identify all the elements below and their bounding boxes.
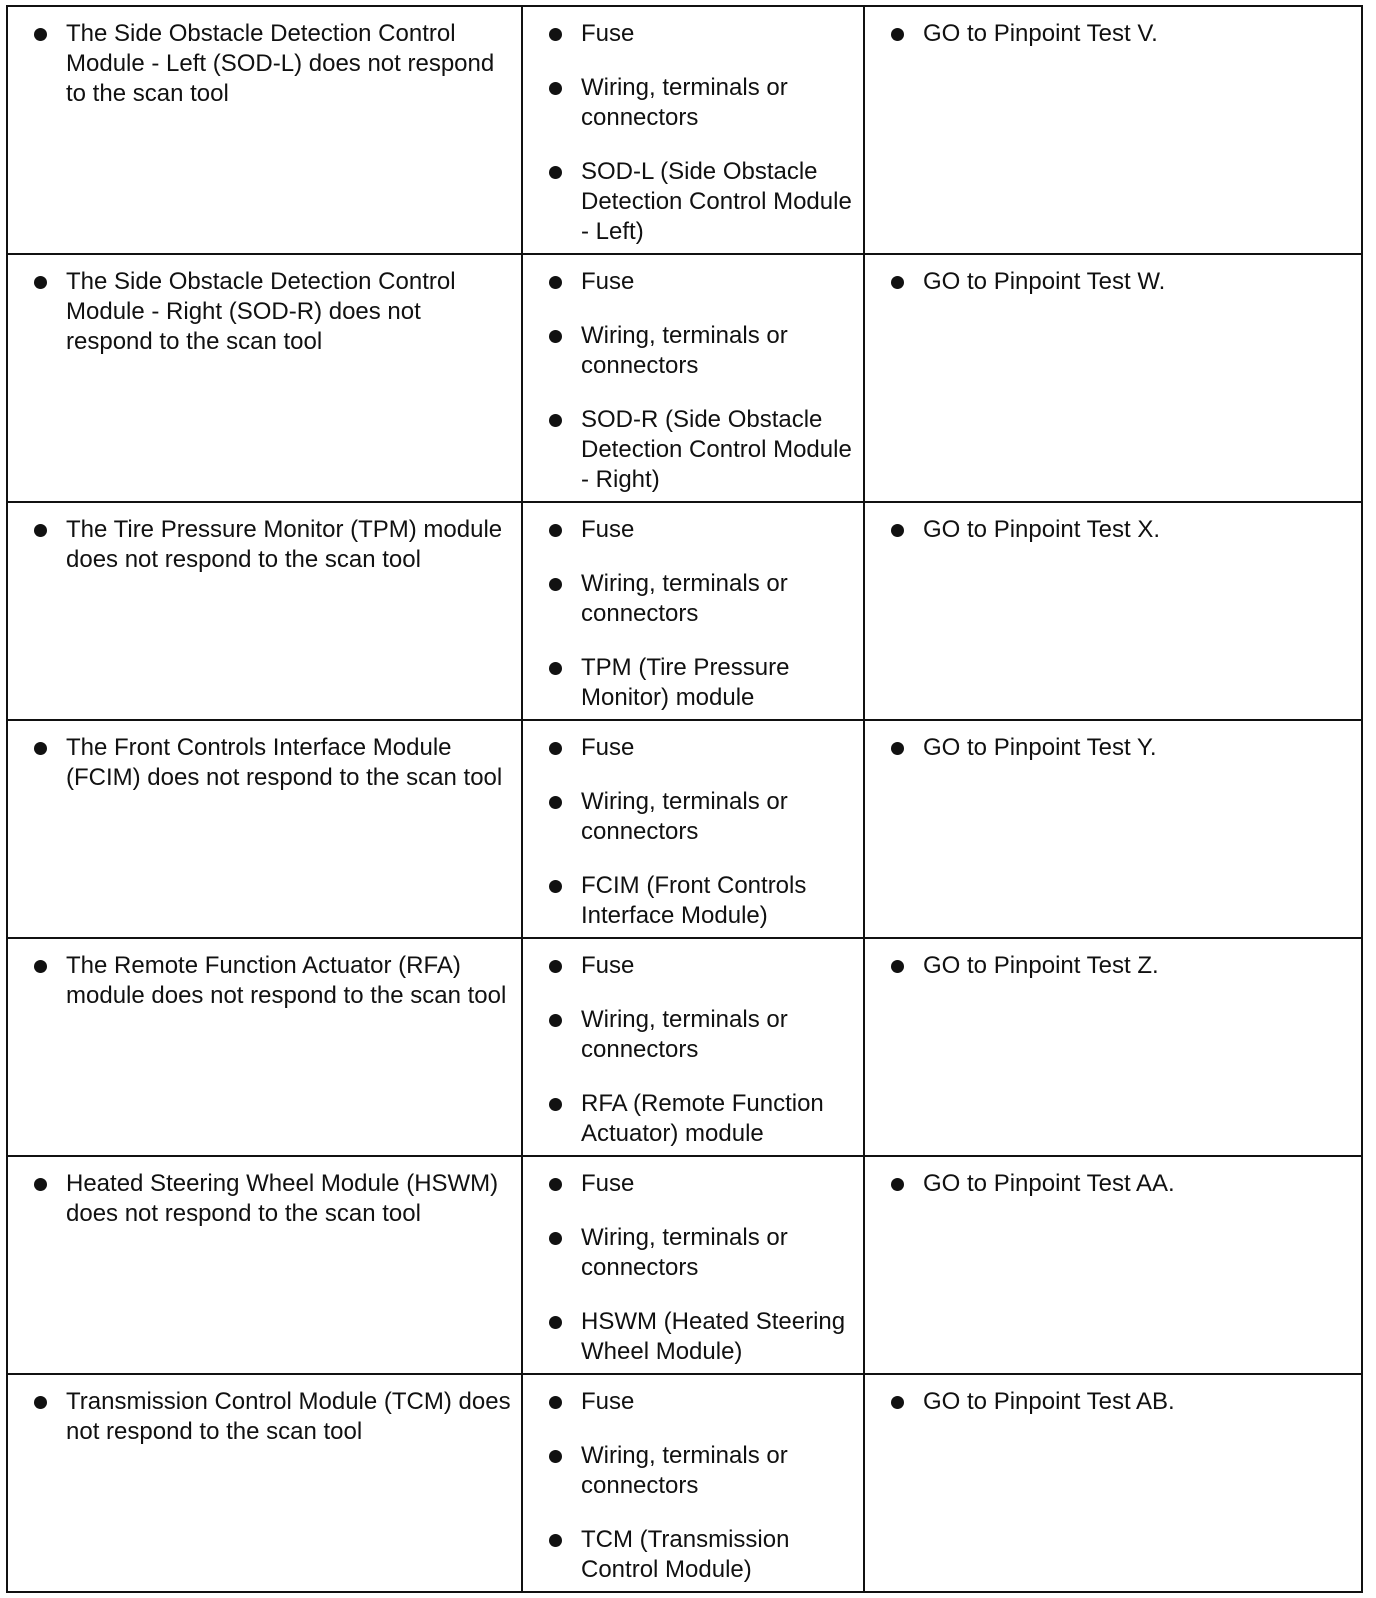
source-text: HSWM (Heated Steering Wheel Module) bbox=[581, 1308, 846, 1365]
action-cell bbox=[864, 254, 1362, 502]
condition-cell bbox=[7, 1156, 522, 1374]
source-text: Fuse bbox=[581, 952, 635, 979]
action-cell bbox=[864, 720, 1362, 938]
bullet-icon bbox=[34, 960, 47, 973]
condition-text: The Remote Function Actuator (RFA) module does not respond to the scan tool bbox=[66, 952, 507, 1009]
source-text: TCM (Transmission Control Module) bbox=[581, 1526, 790, 1583]
source-text: SOD-L (Side Obstacle Detection Control Module - Left) bbox=[581, 158, 852, 245]
bullet-icon bbox=[891, 28, 904, 41]
bullet-icon bbox=[549, 166, 562, 179]
condition-cell bbox=[7, 502, 522, 720]
table-row bbox=[7, 254, 1362, 502]
source-text: Wiring, terminals or connectors bbox=[581, 1442, 788, 1499]
bullet-icon bbox=[549, 276, 562, 289]
table-row bbox=[7, 720, 1362, 938]
possible-source-cell bbox=[522, 502, 864, 720]
source-text: Wiring, terminals or connectors bbox=[581, 570, 788, 627]
table-row bbox=[7, 502, 1362, 720]
source-text: Fuse bbox=[581, 1388, 635, 1415]
action-cell bbox=[864, 1374, 1362, 1592]
condition-cell bbox=[7, 254, 522, 502]
list-item bbox=[547, 1441, 857, 1501]
list-item bbox=[547, 951, 857, 981]
list-item bbox=[32, 951, 511, 1011]
bullet-icon bbox=[549, 578, 562, 591]
source-text: Wiring, terminals or connectors bbox=[581, 1006, 788, 1063]
bullet-icon bbox=[549, 1098, 562, 1111]
source-text: SOD-R (Side Obstacle Detection Control Module - Right) bbox=[581, 406, 852, 493]
bullet-icon bbox=[549, 1014, 562, 1027]
action-text: GO to Pinpoint Test AB. bbox=[923, 1388, 1175, 1415]
bullet-icon bbox=[549, 28, 562, 41]
list-item bbox=[32, 1169, 511, 1229]
list-item bbox=[547, 157, 857, 247]
list-item bbox=[547, 653, 857, 713]
source-text: TPM (Tire Pressure Monitor) module bbox=[581, 654, 790, 711]
bullet-icon bbox=[549, 1316, 562, 1329]
bullet-icon bbox=[549, 662, 562, 675]
list-item bbox=[547, 569, 857, 629]
list-item bbox=[889, 267, 1351, 297]
list-item bbox=[32, 733, 511, 793]
action-text: GO to Pinpoint Test W. bbox=[923, 268, 1166, 295]
list-item bbox=[547, 1005, 857, 1065]
bullet-icon bbox=[891, 960, 904, 973]
source-text: FCIM (Front Controls Interface Module) bbox=[581, 872, 807, 929]
action-text: GO to Pinpoint Test V. bbox=[923, 20, 1158, 47]
condition-text: The Tire Pressure Monitor (TPM) module does not respond to the scan tool bbox=[66, 516, 503, 573]
source-text: Wiring, terminals or connectors bbox=[581, 322, 788, 379]
table-row bbox=[7, 6, 1362, 254]
list-item bbox=[547, 871, 857, 931]
list-item bbox=[889, 1387, 1351, 1417]
source-text: Fuse bbox=[581, 734, 635, 761]
condition-text: Heated Steering Wheel Module (HSWM) does not respond to the scan tool bbox=[66, 1170, 499, 1227]
list-item bbox=[889, 1169, 1351, 1199]
condition-text: Transmission Control Module (TCM) does not respond to the scan tool bbox=[66, 1388, 511, 1445]
possible-source-cell bbox=[522, 254, 864, 502]
bullet-icon bbox=[549, 960, 562, 973]
source-text: Fuse bbox=[581, 268, 635, 295]
condition-text: The Front Controls Interface Module (FCIM) does not respond to the scan tool bbox=[66, 734, 503, 791]
table-row bbox=[7, 1156, 1362, 1374]
list-item bbox=[547, 19, 857, 49]
possible-source-cell bbox=[522, 1374, 864, 1592]
action-cell bbox=[864, 6, 1362, 254]
action-text: GO to Pinpoint Test Z. bbox=[923, 952, 1159, 979]
bullet-icon bbox=[34, 276, 47, 289]
bullet-icon bbox=[891, 1396, 904, 1409]
list-item bbox=[547, 515, 857, 545]
list-item bbox=[32, 1387, 511, 1447]
bullet-icon bbox=[549, 1232, 562, 1245]
list-item bbox=[889, 19, 1351, 49]
list-item bbox=[547, 787, 857, 847]
bullet-icon bbox=[549, 1450, 562, 1463]
list-item bbox=[547, 73, 857, 133]
possible-source-cell bbox=[522, 1156, 864, 1374]
condition-cell bbox=[7, 720, 522, 938]
list-item bbox=[32, 19, 511, 109]
condition-text: The Side Obstacle Detection Control Module - Right (SOD-R) does not respond to the scan tool bbox=[66, 268, 456, 355]
action-cell bbox=[864, 502, 1362, 720]
list-item bbox=[547, 267, 857, 297]
list-item bbox=[889, 733, 1351, 763]
source-text: RFA (Remote Function Actuator) module bbox=[581, 1090, 824, 1147]
list-item bbox=[547, 321, 857, 381]
list-item bbox=[32, 515, 511, 575]
bullet-icon bbox=[34, 1396, 47, 1409]
action-text: GO to Pinpoint Test X. bbox=[923, 516, 1161, 543]
bullet-icon bbox=[549, 1396, 562, 1409]
list-item bbox=[547, 1223, 857, 1283]
list-item bbox=[547, 1089, 857, 1149]
action-cell bbox=[864, 938, 1362, 1156]
action-text: GO to Pinpoint Test Y. bbox=[923, 734, 1157, 761]
bullet-icon bbox=[891, 742, 904, 755]
bullet-icon bbox=[891, 1178, 904, 1191]
table-row bbox=[7, 1374, 1362, 1592]
source-text: Wiring, terminals or connectors bbox=[581, 74, 788, 131]
possible-source-cell bbox=[522, 720, 864, 938]
bullet-icon bbox=[549, 1178, 562, 1191]
bullet-icon bbox=[549, 524, 562, 537]
bullet-icon bbox=[549, 742, 562, 755]
bullet-icon bbox=[34, 742, 47, 755]
list-item bbox=[547, 733, 857, 763]
source-text: Wiring, terminals or connectors bbox=[581, 1224, 788, 1281]
source-text: Fuse bbox=[581, 20, 635, 47]
bullet-icon bbox=[549, 1534, 562, 1547]
source-text: Wiring, terminals or connectors bbox=[581, 788, 788, 845]
bullet-icon bbox=[549, 330, 562, 343]
condition-cell bbox=[7, 1374, 522, 1592]
condition-text: The Side Obstacle Detection Control Module - Left (SOD-L) does not respond to the scan tool bbox=[66, 20, 495, 107]
condition-cell bbox=[7, 938, 522, 1156]
diagnostic-table bbox=[6, 5, 1363, 1593]
bullet-icon bbox=[549, 796, 562, 809]
action-cell bbox=[864, 1156, 1362, 1374]
bullet-icon bbox=[549, 880, 562, 893]
table-row bbox=[7, 938, 1362, 1156]
list-item bbox=[889, 951, 1351, 981]
bullet-icon bbox=[34, 1178, 47, 1191]
list-item bbox=[547, 1387, 857, 1417]
bullet-icon bbox=[549, 82, 562, 95]
possible-source-cell bbox=[522, 6, 864, 254]
list-item bbox=[547, 405, 857, 495]
list-item bbox=[547, 1525, 857, 1585]
bullet-icon bbox=[891, 524, 904, 537]
list-item bbox=[32, 267, 511, 357]
list-item bbox=[547, 1307, 857, 1367]
list-item bbox=[547, 1169, 857, 1199]
possible-source-cell bbox=[522, 938, 864, 1156]
bullet-icon bbox=[549, 414, 562, 427]
source-text: Fuse bbox=[581, 516, 635, 543]
source-text: Fuse bbox=[581, 1170, 635, 1197]
condition-cell bbox=[7, 6, 522, 254]
bullet-icon bbox=[34, 524, 47, 537]
bullet-icon bbox=[891, 276, 904, 289]
bullet-icon bbox=[34, 28, 47, 41]
action-text: GO to Pinpoint Test AA. bbox=[923, 1170, 1175, 1197]
list-item bbox=[889, 515, 1351, 545]
